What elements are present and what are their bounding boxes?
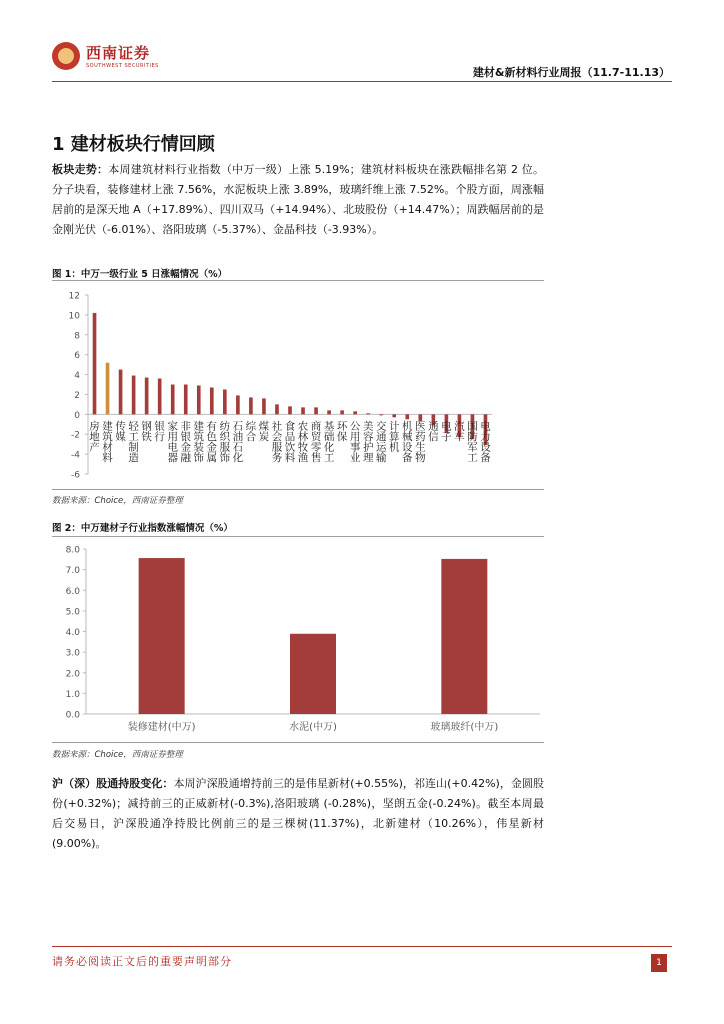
subsector-return-chart [52,540,544,740]
bar [366,413,370,414]
category-label-char: 建 [102,420,113,433]
category-label-char: 会 [271,430,283,443]
category-label-char: 织 [219,430,231,443]
bar [327,410,331,414]
bar [301,407,305,414]
category-label-char: 纺 [219,420,231,433]
category-label: 水泥(中万) [289,722,337,733]
report-title: 建材&新材料行业周报（11.7-11.13） [472,66,670,79]
category-label-char: 售 [310,451,322,464]
category-label-char: 电 [441,420,452,433]
bar [441,559,487,714]
y-tick-label: 12 [68,291,80,302]
y-tick-label: -2 [71,430,80,441]
category-label-char: 料 [284,451,296,464]
logo-text-en: SOUTHWEST SECURITIES [86,63,159,69]
category-label-char: 贸 [310,430,322,443]
category-label-char: 生 [415,441,426,454]
category-label-char: 信 [428,430,439,443]
category-label-char: 综 [245,420,257,433]
logo-icon [52,42,80,70]
bar [405,414,409,419]
category-label-char: 基 [323,420,335,433]
bar [171,385,175,415]
category-label-char: 容 [362,430,374,443]
category-label-char: 子 [441,430,452,443]
category-label-char: 地 [89,430,100,443]
category-label-char: 电 [480,420,491,433]
bar [379,414,383,415]
category-label-char: 筑 [102,430,113,443]
logo-text-cn: 西南证券 [86,44,151,62]
figure2-top-rule [52,536,544,537]
y-tick-label: 4.0 [65,628,80,638]
paragraph-lead: 沪（深）股通持股变化： [52,777,174,790]
bar [275,404,279,414]
category-label-char: 牧 [297,441,309,454]
bar [106,363,110,415]
category-label-char: 事 [349,441,361,454]
bar [223,389,227,414]
category-label-char: 车 [454,430,465,443]
category-label-char: 汽 [454,420,465,433]
y-tick-label: 7.0 [65,566,80,577]
y-tick-label: 0 [74,410,80,421]
category-label-char: 药 [415,430,426,443]
category-label-char: 医 [415,420,426,433]
category-label-char: 公 [349,420,361,433]
category-label-char: 产 [89,441,100,454]
category-label-char: 务 [271,451,283,464]
category-label-char: 家 [167,420,178,433]
category-label-char: 有 [206,420,218,433]
category-label-char: 化 [232,451,244,464]
category-label-char: 料 [102,451,113,464]
y-tick-label: 3.0 [65,648,80,659]
category-label-char: 行 [154,430,165,443]
y-tick-label: 8.0 [65,545,80,556]
category-label-char: 工 [323,451,335,464]
category-label-char: 属 [206,451,218,464]
category-label-char: 石 [232,441,244,454]
category-label-char: 钢 [141,420,152,433]
category-label-char: 理 [362,451,374,464]
bar [210,387,214,414]
category-label-char: 通 [428,420,439,433]
category-label-char: 渔 [297,451,309,464]
paragraph-text: 本周建筑材料行业指数（中万一级）上涨 5.19%；建筑材料板块在涨跌幅排名第 2 位。分子块看，装修建材上涨 7.56%，水泥板块上涨 3.89%，玻璃纤维上涨 7.52%。个股方面，周涨幅居前的是深天地 A（+17.89%）、四川双马（+14.94%）、北玻股份（+14.47%）；周跌幅居前的是金刚光伏（-6.01%）、洛阳玻璃（-5.37%）、金晶科技（-3.93%）。 [52,163,545,236]
category-label-char: 用 [349,430,361,443]
category-label-char: 材 [102,441,113,454]
category-label-char: 筑 [193,430,205,443]
category-label-char: 房 [89,420,100,433]
category-label-char: 零 [310,441,322,454]
connect-holding-paragraph [52,774,544,854]
category-label-char: 品 [284,430,296,443]
company-logo [52,40,192,80]
bar [314,407,318,414]
category-label-char: 饰 [219,451,231,464]
category-label-char: 备 [480,451,491,464]
category-label-char: 军 [467,441,478,454]
category-label-char: 装 [193,441,205,454]
bar [145,378,149,415]
y-tick-label: -6 [71,470,80,481]
bar [340,410,344,414]
y-tick-label: 2 [74,390,80,401]
category-label-char: 算 [389,430,400,443]
y-tick-label: 5.0 [65,607,80,618]
category-label-char: 设 [402,441,413,454]
section-title: 1 建材板块行情回顾 [52,134,215,155]
figure1-bottom-rule [52,489,544,490]
bar [262,398,266,414]
bar [236,395,240,414]
category-label-char: 备 [402,451,413,464]
category-label-char: 商 [310,420,322,433]
bar [197,385,201,414]
paragraph-text: 本周沪深股通增持前三的是伟星新材(+0.55%)，祁连山(+0.42%)，金圆股份(+0.32%)；减持前三的正威新材(-0.3%),洛阳玻璃 (-0.28%)，坚朗五金(-0.24%)。截至本周最后交易日，沪深股通净持股比例前三的是三棵树(11.37%)，北新建材（10.26%），伟星新材(9.00%)。 [52,777,544,850]
y-tick-label: 4 [74,371,80,382]
category-label-char: 力 [480,430,491,443]
category-label-char: 输 [375,451,387,464]
category-label-char: 金 [180,441,191,454]
category-label-char: 饰 [193,451,205,464]
header-divider [52,81,672,82]
category-label-char: 炭 [258,430,270,443]
category-label-char: 美 [362,420,374,433]
bar [353,411,357,414]
bar [158,379,162,415]
y-tick-label: -4 [71,450,80,461]
figure1-title: 图 1：中万一级行业 5 日涨幅情况（%） [52,269,228,280]
category-label-char: 造 [128,451,139,464]
category-label-char: 非 [180,420,191,433]
category-label-char: 器 [167,451,178,464]
y-tick-label: 10 [68,311,80,322]
category-label-char: 油 [232,430,244,443]
y-tick-label: 8 [74,331,80,342]
y-tick-label: 1.0 [65,689,80,700]
category-label-char: 农 [297,420,309,433]
y-tick-label: 6 [74,351,80,362]
category-label-char: 融 [180,451,191,464]
figure1-source: 数据来源：Choice，西南证券整理 [52,496,183,506]
category-label: 玻璃玻纤(中万) [430,722,499,733]
bar [392,414,396,417]
category-label-char: 业 [349,451,361,464]
category-label-char: 银 [154,420,165,433]
category-label-char: 械 [402,430,413,443]
category-label-char: 媒 [115,430,126,443]
y-tick-label: 2.0 [65,669,80,680]
category-label-char: 机 [389,441,400,454]
category-label-char: 工 [128,430,139,443]
category-label-char: 煤 [258,420,270,433]
category-label-char: 用 [167,430,178,443]
category-label-char: 合 [245,430,257,443]
figure2-title: 图 2：中万建材子行业指数涨幅情况（%） [52,523,233,534]
footer-divider [52,946,672,947]
figure2-bottom-rule [52,742,544,743]
category-label-char: 国 [467,420,478,433]
figure1-top-rule [52,280,544,281]
bar [184,385,188,415]
category-label-char: 服 [271,441,283,454]
y-tick-label: 0.0 [65,710,80,721]
category-label-char: 石 [232,420,244,433]
category-label-char: 工 [467,451,478,464]
category-label-char: 计 [389,420,400,433]
category-label-char: 林 [297,430,309,443]
category-label: 装修建材(中万) [127,722,196,733]
category-label-char: 交 [375,420,387,433]
y-tick-label: 6.0 [65,586,80,597]
category-label-char: 机 [402,420,413,433]
category-label-char: 化 [323,441,335,454]
category-label-char: 防 [467,430,478,443]
category-label-char: 护 [362,441,374,454]
category-label-char: 轻 [128,420,139,433]
bar [288,406,292,414]
category-label-char: 铁 [141,430,152,443]
category-label-char: 运 [375,441,387,454]
category-label-char: 电 [167,441,178,454]
bar [93,313,97,414]
category-label-char: 服 [219,441,231,454]
bar [132,376,136,415]
bar [290,634,336,714]
category-label-char: 社 [271,420,283,433]
category-label-char: 保 [336,430,348,443]
category-label-char: 制 [128,441,139,454]
category-label-char: 色 [206,430,218,443]
category-label-char: 饮 [284,441,296,454]
category-label-char: 设 [480,441,491,454]
category-label-char: 银 [180,430,191,443]
category-label-char: 传 [115,420,126,433]
category-label-char: 础 [323,430,335,443]
bar [139,558,185,714]
page-number: 1 [651,954,667,972]
category-label-char: 环 [336,420,348,433]
bar [249,397,253,414]
bar [119,370,123,415]
industry-return-chart [52,284,544,488]
category-label-char: 食 [284,420,296,433]
figure2-source: 数据来源：Choice，西南证券整理 [52,750,183,760]
category-label-char: 通 [375,430,387,443]
category-label-char: 建 [193,420,205,433]
category-label-char: 金 [206,441,218,454]
category-label-char: 物 [415,451,426,464]
footer-disclaimer: 请务必阅读正文后的重要声明部分 [52,955,232,968]
market-trend-paragraph [52,160,544,240]
paragraph-lead: 板块走势： [52,163,109,176]
